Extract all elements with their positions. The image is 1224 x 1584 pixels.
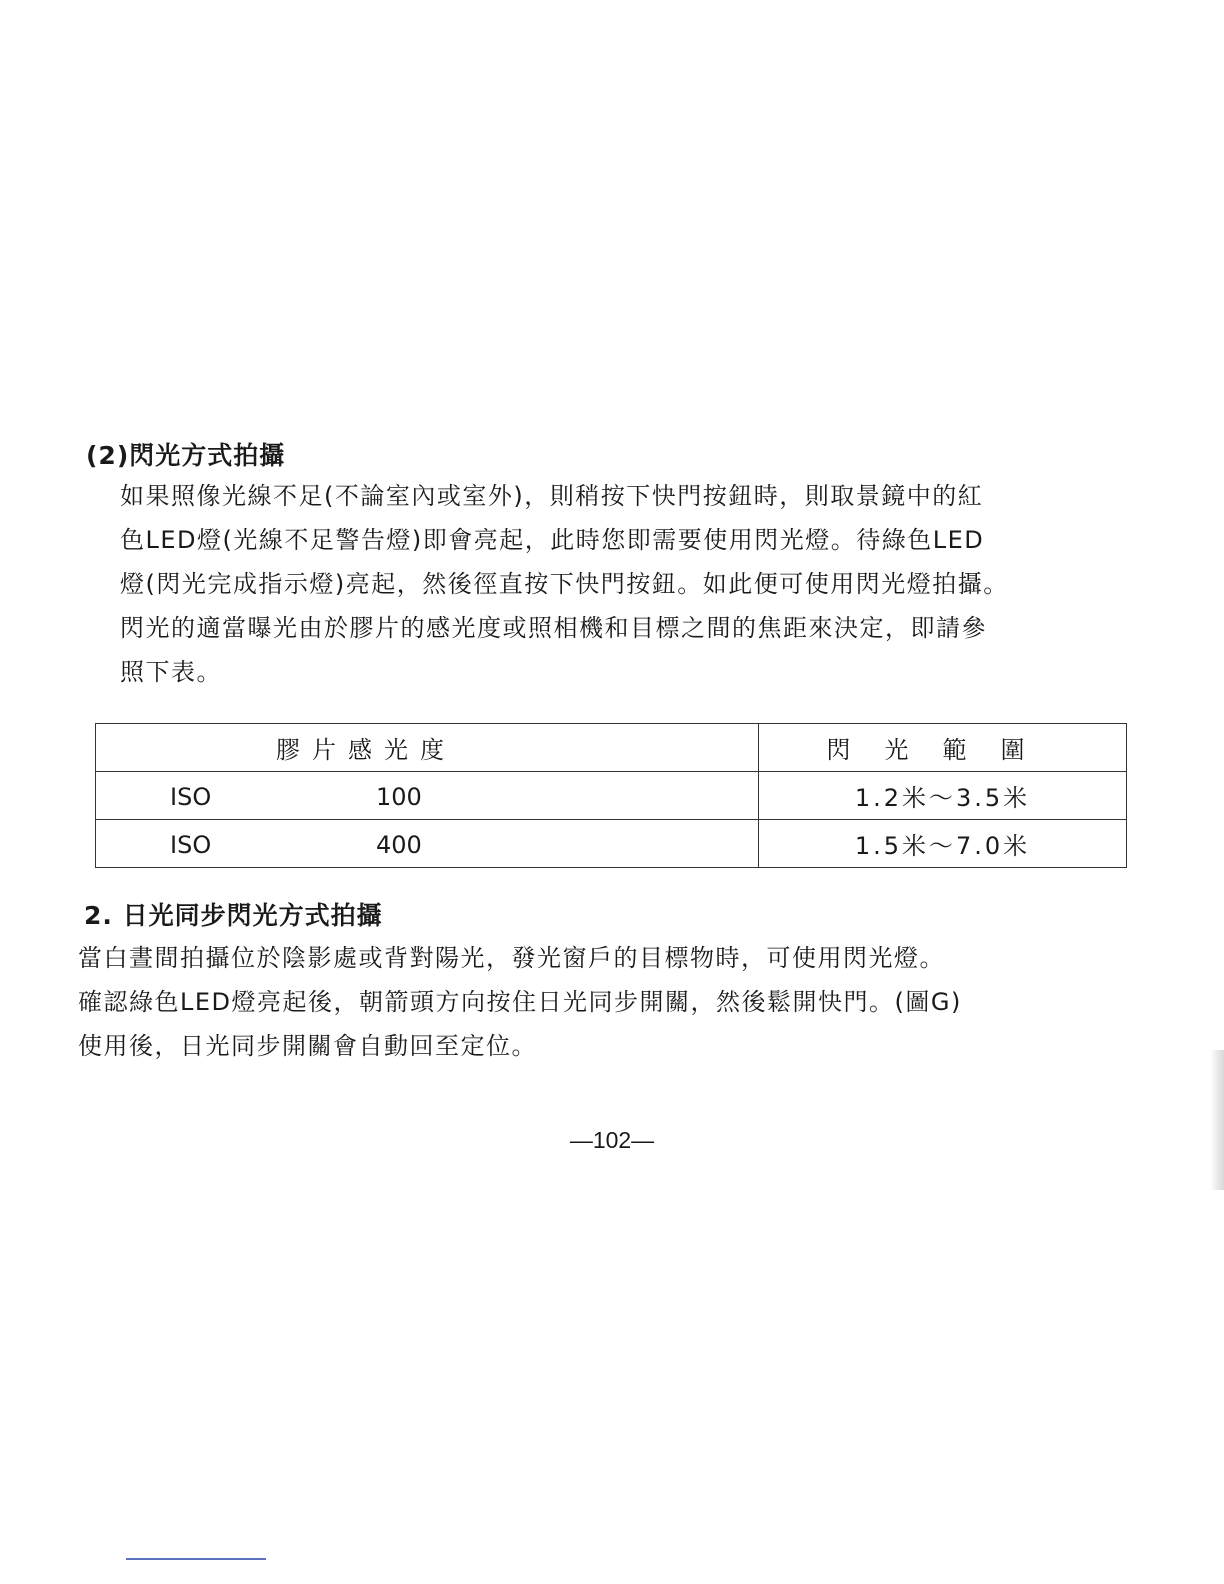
section-body-daylight-sync [78, 936, 962, 1068]
iso-value: 100 [376, 783, 422, 811]
paragraph-line: 色LED燈(光線不足警告燈)即會亮起，此時您即需要使用閃光燈。待綠色LED [120, 526, 985, 554]
paragraph-line: 燈(閃光完成指示燈)亮起，然後徑直按下快門按鈕。如此便可使用閃光燈拍攝。 [120, 570, 1009, 598]
section-body-flash-mode [120, 474, 1009, 694]
paragraph-line: 當白晝間拍攝位於陰影處或背對陽光，發光窗戶的目標物時，可使用閃光燈。 [78, 944, 945, 972]
section-heading-flash-mode: (2)閃光方式拍攝 [86, 441, 286, 470]
iso-value: 400 [376, 831, 422, 859]
paragraph-line: 閃光的適當曝光由於膠片的感光度或照相機和目標之間的焦距來決定，即請參 [120, 614, 987, 642]
film-speed-cell [96, 820, 759, 868]
iso-label: ISO [170, 831, 212, 859]
table-row [96, 820, 1127, 868]
table-row [96, 772, 1127, 820]
bottom-rule [126, 1558, 266, 1560]
paragraph-line: 照下表。 [120, 658, 222, 686]
iso-label: ISO [170, 783, 212, 811]
scan-shadow-edge [1210, 1050, 1224, 1190]
paragraph-line: 使用後，日光同步開關會自動回至定位。 [78, 1032, 537, 1060]
table-header-row [96, 724, 1127, 772]
flash-range-table [95, 723, 1127, 868]
paragraph-line: 確認綠色LED燈亮起後，朝箭頭方向按住日光同步開關，然後鬆開快門。(圖G) [78, 988, 962, 1016]
flash-range-cell: 1.5米～7.0米 [759, 820, 1127, 868]
section-heading-daylight-sync: 2. 日光同步閃光方式拍攝 [84, 901, 383, 930]
header-flash-range: 閃光範圍 [759, 724, 1127, 772]
paragraph-line: 如果照像光線不足(不論室內或室外)，則稍按下快門按鈕時，則取景鏡中的紅 [120, 482, 984, 510]
film-speed-cell [96, 772, 759, 820]
flash-range-cell: 1.2米～3.5米 [759, 772, 1127, 820]
page-number: —102— [569, 1127, 655, 1153]
header-film-speed: 膠片感光度 [96, 724, 759, 772]
